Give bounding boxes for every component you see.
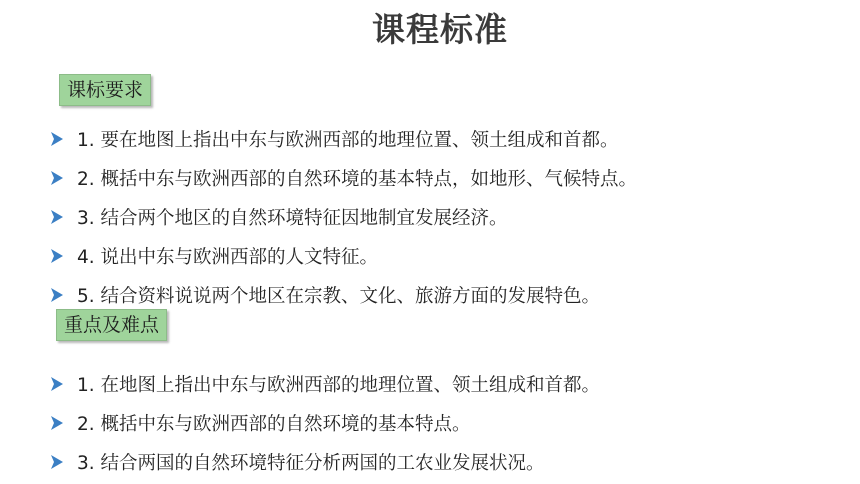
section-label-requirements: 课标要求: [59, 74, 151, 106]
list-item-text: 5. 结合资料说说两个地区在宗教、文化、旅游方面的发展特色。: [77, 285, 601, 307]
key-points-list: [51, 364, 600, 481]
arrow-bullet-icon: [51, 416, 63, 430]
arrow-bullet-icon: [51, 132, 63, 146]
list-item: [51, 364, 600, 403]
list-item-text: 2. 概括中东与欧洲西部的自然环境的基本特点。: [77, 413, 471, 435]
list-item: [51, 158, 637, 197]
list-item: [51, 403, 600, 442]
list-item: [51, 119, 637, 158]
arrow-bullet-icon: [51, 249, 63, 263]
list-item: [51, 197, 637, 236]
list-item-text: 2. 概括中东与欧洲西部的自然环境的基本特点，如地形、气候特点。: [77, 168, 638, 190]
requirements-list: [51, 119, 637, 314]
list-item-text: 4. 说出中东与欧洲西部的人文特征。: [77, 246, 379, 268]
list-item-text: 3. 结合两个地区的自然环境特征因地制宜发展经济。: [77, 207, 508, 229]
list-item: [51, 236, 637, 275]
list-item-text: 1. 要在地图上指出中东与欧洲西部的地理位置、领土组成和首都。: [77, 129, 619, 151]
list-item-text: 3. 结合两国的自然环境特征分析两国的工农业发展状况。: [77, 452, 545, 474]
arrow-bullet-icon: [51, 210, 63, 224]
arrow-bullet-icon: [51, 288, 63, 302]
page-title: 课程标准: [372, 10, 508, 49]
list-item: [51, 442, 600, 481]
arrow-bullet-icon: [51, 377, 63, 391]
arrow-bullet-icon: [51, 171, 63, 185]
arrow-bullet-icon: [51, 455, 63, 469]
list-item-text: 1. 在地图上指出中东与欧洲西部的地理位置、领土组成和首都。: [77, 374, 601, 396]
section-label-key-points: 重点及难点: [56, 309, 167, 341]
